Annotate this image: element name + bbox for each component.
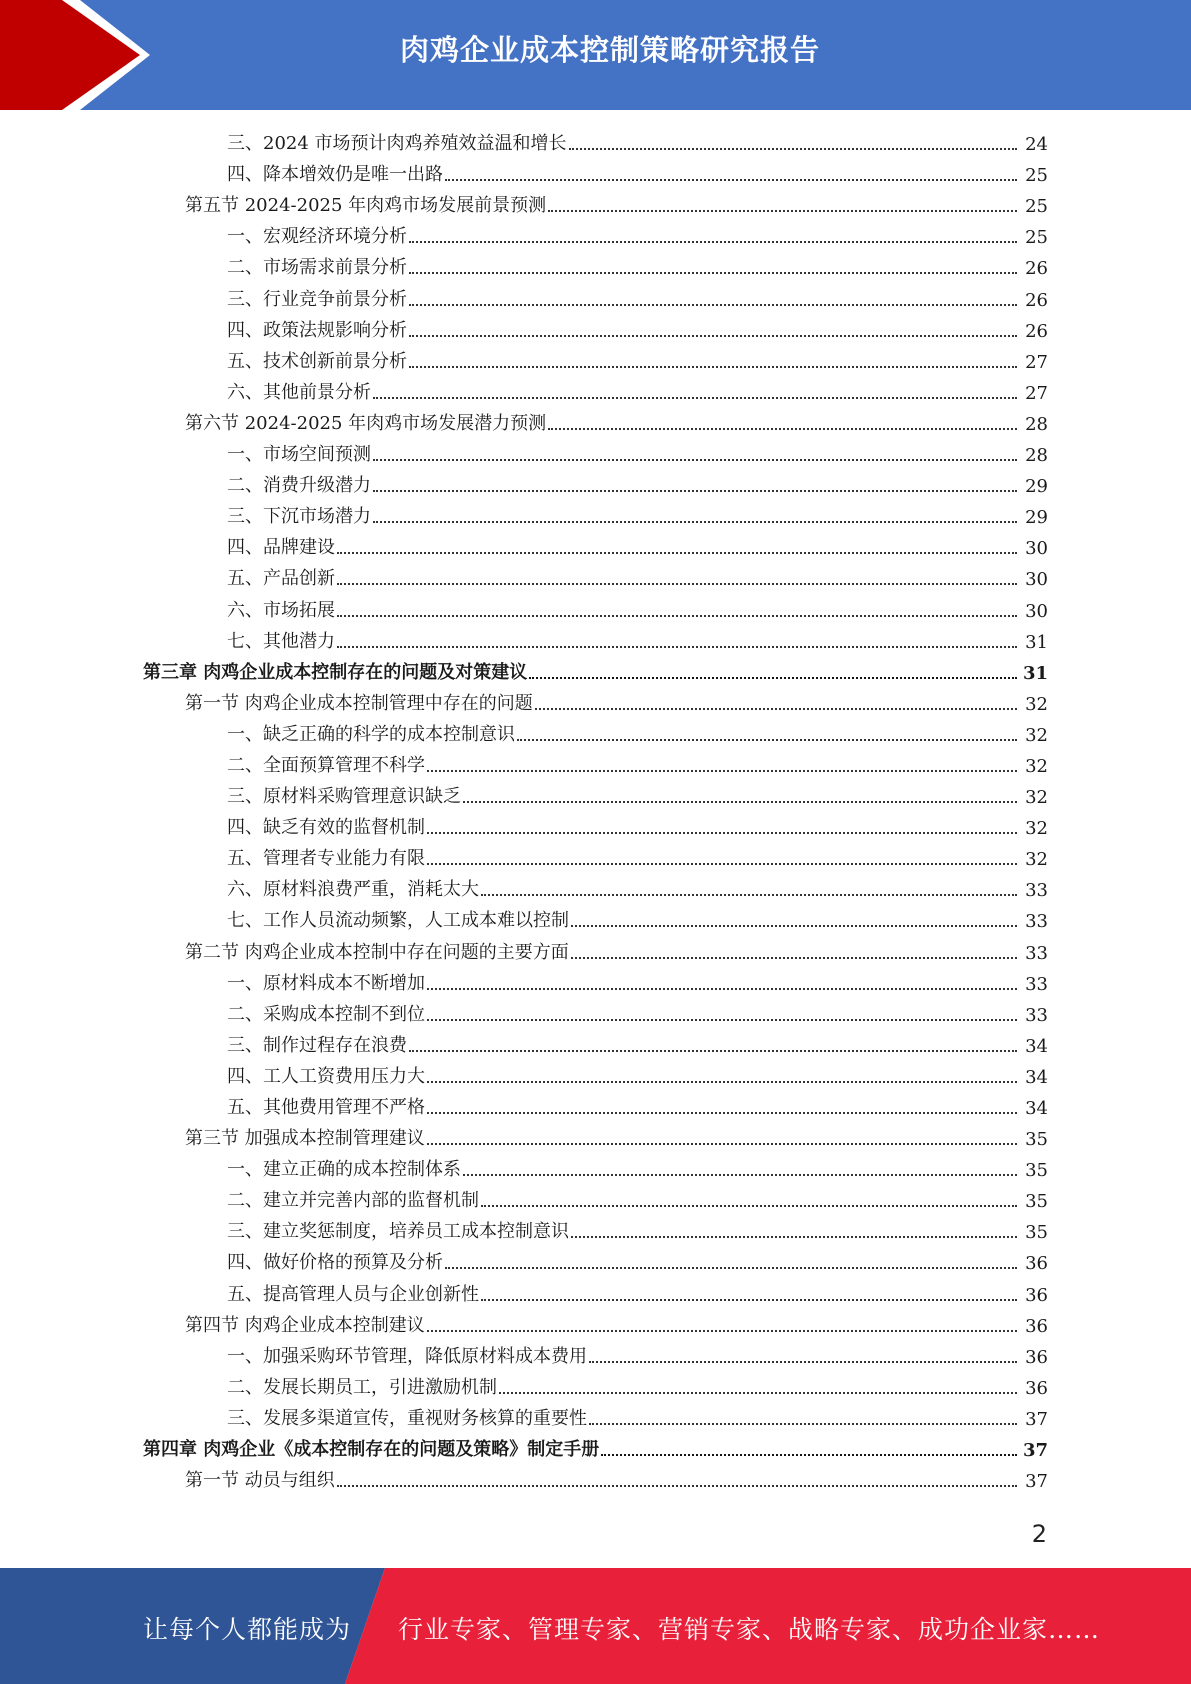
toc-entry-page: 37 bbox=[1022, 1440, 1048, 1462]
toc-entry-title: 一、宏观经济环境分析 bbox=[227, 226, 407, 248]
toc-entry-page: 27 bbox=[1025, 382, 1048, 404]
table-of-contents bbox=[0, 128, 1191, 1496]
toc-entry-item[interactable] bbox=[0, 1372, 1191, 1403]
toc-entry-page: 32 bbox=[1025, 724, 1048, 746]
toc-dot-leader bbox=[571, 925, 1017, 927]
toc-entry-title: 七、工作人员流动频繁，人工成本难以控制 bbox=[227, 910, 569, 932]
toc-entry-page: 26 bbox=[1025, 258, 1048, 280]
toc-entry-title: 三、行业竞争前景分析 bbox=[227, 288, 407, 310]
toc-entry-title: 三、原材料采购管理意识缺乏 bbox=[227, 786, 461, 808]
toc-entry-page: 32 bbox=[1025, 787, 1048, 809]
toc-entry-title: 五、产品创新 bbox=[227, 568, 335, 590]
toc-dot-leader bbox=[427, 988, 1017, 990]
toc-dot-leader bbox=[337, 615, 1017, 617]
toc-entry-title: 五、其他费用管理不严格 bbox=[227, 1097, 425, 1118]
toc-entry-page: 26 bbox=[1025, 320, 1048, 342]
toc-dot-leader bbox=[373, 490, 1017, 492]
toc-entry-title: 三、发展多渠道宣传，重视财务核算的重要性 bbox=[227, 1407, 587, 1429]
toc-entry-page: 37 bbox=[1025, 1408, 1048, 1430]
toc-entry-item[interactable] bbox=[0, 563, 1191, 594]
toc-entry-section[interactable] bbox=[0, 688, 1191, 719]
toc-dot-leader bbox=[499, 1392, 1017, 1394]
toc-entry-page: 35 bbox=[1025, 1129, 1048, 1151]
toc-entry-title: 四、缺乏有效的监督机制 bbox=[227, 817, 425, 839]
toc-entry-title: 二、采购成本控制不到位 bbox=[227, 1003, 425, 1025]
toc-entry-page: 36 bbox=[1025, 1377, 1048, 1399]
toc-entry-page: 28 bbox=[1025, 445, 1048, 467]
toc-entry-section[interactable] bbox=[0, 1123, 1191, 1154]
toc-entry-page: 34 bbox=[1025, 1066, 1048, 1088]
toc-entry-title: 七、其他潜力 bbox=[227, 630, 335, 652]
toc-dot-leader bbox=[529, 677, 1017, 679]
toc-entry-page: 31 bbox=[1022, 662, 1048, 684]
toc-entry-page: 32 bbox=[1025, 818, 1048, 840]
toc-entry-item[interactable] bbox=[0, 1030, 1191, 1061]
toc-dot-leader bbox=[601, 1454, 1017, 1456]
toc-entry-item[interactable] bbox=[0, 968, 1191, 999]
toc-dot-leader bbox=[445, 179, 1017, 181]
toc-entry-title: 第五节 2024-2025 年肉鸡市场发展前景预测 bbox=[185, 195, 547, 217]
toc-entry-page: 37 bbox=[1025, 1471, 1048, 1493]
toc-dot-leader bbox=[409, 241, 1017, 243]
toc-entry-page: 27 bbox=[1025, 351, 1048, 373]
toc-dot-leader bbox=[517, 739, 1017, 741]
toc-entry-item[interactable] bbox=[0, 346, 1191, 377]
toc-entry-item[interactable] bbox=[0, 252, 1191, 283]
toc-entry-item[interactable] bbox=[0, 1154, 1191, 1185]
toc-entry-item[interactable] bbox=[0, 128, 1191, 159]
toc-entry-page: 29 bbox=[1025, 507, 1048, 529]
toc-entry-item[interactable] bbox=[0, 283, 1191, 314]
toc-entry-item[interactable] bbox=[0, 750, 1191, 781]
toc-entry-title: 第一节 肉鸡企业成本控制管理中存在的问题 bbox=[185, 692, 533, 714]
toc-entry-item[interactable] bbox=[0, 1216, 1191, 1247]
toc-entry-page: 25 bbox=[1025, 196, 1048, 218]
toc-dot-leader bbox=[409, 1050, 1017, 1052]
toc-dot-leader bbox=[571, 1236, 1017, 1238]
toc-dot-leader bbox=[427, 1081, 1017, 1083]
toc-entry-page: 33 bbox=[1025, 942, 1048, 964]
toc-entry-title: 一、加强采购环节管理，降低原材料成本费用 bbox=[227, 1345, 587, 1367]
toc-entry-title: 六、其他前景分析 bbox=[227, 381, 371, 403]
toc-entry-page: 34 bbox=[1025, 1098, 1048, 1119]
toc-entry-page: 25 bbox=[1025, 165, 1048, 187]
toc-dot-leader bbox=[427, 1143, 1017, 1145]
toc-entry-title: 四、降本增效仍是唯一出路 bbox=[227, 164, 443, 186]
toc-entry-section[interactable] bbox=[0, 408, 1191, 439]
toc-entry-item[interactable] bbox=[0, 719, 1191, 750]
toc-dot-leader bbox=[337, 583, 1017, 585]
toc-dot-leader bbox=[589, 1423, 1017, 1425]
toc-entry-title: 第四章 肉鸡企业《成本控制存在的问题及策略》制定手册 bbox=[143, 1439, 600, 1461]
toc-entry-item[interactable] bbox=[0, 1185, 1191, 1216]
toc-dot-leader bbox=[445, 1267, 1017, 1269]
toc-entry-title: 四、工人工资费用压力大 bbox=[227, 1065, 425, 1087]
toc-entry-title: 五、技术创新前景分析 bbox=[227, 350, 407, 372]
toc-entry-page: 24 bbox=[1025, 134, 1048, 156]
toc-dot-leader bbox=[589, 1361, 1017, 1363]
toc-entry-title: 第一节 动员与组织 bbox=[185, 1470, 335, 1492]
page-number: 2 bbox=[1031, 1520, 1047, 1548]
toc-dot-leader bbox=[463, 1174, 1017, 1176]
page-header bbox=[0, 0, 1191, 110]
toc-entry-page: 35 bbox=[1025, 1160, 1048, 1182]
toc-dot-leader bbox=[373, 521, 1017, 523]
toc-entry-title: 五、提高管理人员与企业创新性 bbox=[227, 1283, 479, 1305]
toc-entry-item[interactable] bbox=[0, 470, 1191, 501]
toc-entry-page: 30 bbox=[1025, 538, 1048, 560]
toc-entry-page: 31 bbox=[1025, 631, 1048, 653]
toc-entry-title: 第三章 肉鸡企业成本控制存在的问题及对策建议 bbox=[143, 661, 528, 683]
toc-entry-section[interactable] bbox=[0, 190, 1191, 221]
page-footer bbox=[0, 1568, 1191, 1684]
toc-entry-title: 二、消费升级潜力 bbox=[227, 475, 371, 497]
toc-entry-title: 四、做好价格的预算及分析 bbox=[227, 1252, 443, 1274]
toc-entry-page: 36 bbox=[1025, 1253, 1048, 1275]
toc-dot-leader bbox=[337, 1485, 1017, 1487]
toc-entry-title: 三、下沉市场潜力 bbox=[227, 506, 371, 528]
toc-dot-leader bbox=[535, 708, 1017, 710]
toc-entry-title: 一、原材料成本不断增加 bbox=[227, 972, 425, 994]
toc-entry-title: 三、2024 市场预计肉鸡养殖效益温和增长 bbox=[227, 133, 567, 155]
toc-entry-page: 36 bbox=[1025, 1284, 1048, 1306]
toc-entry-item[interactable] bbox=[0, 159, 1191, 190]
toc-entry-chapter[interactable] bbox=[0, 657, 1191, 688]
toc-entry-title: 一、市场空间预测 bbox=[227, 444, 371, 466]
toc-dot-leader bbox=[571, 957, 1017, 959]
toc-dot-leader bbox=[427, 832, 1017, 834]
toc-dot-leader bbox=[409, 304, 1017, 306]
toc-entry-section[interactable] bbox=[0, 1465, 1191, 1496]
toc-dot-leader bbox=[409, 335, 1017, 337]
toc-entry-item[interactable] bbox=[0, 905, 1191, 936]
toc-dot-leader bbox=[427, 1019, 1017, 1021]
toc-entry-item[interactable] bbox=[0, 594, 1191, 625]
toc-entry-title: 二、全面预算管理不科学 bbox=[227, 754, 425, 776]
toc-entry-page: 32 bbox=[1025, 849, 1048, 871]
toc-entry-page: 33 bbox=[1025, 911, 1048, 933]
toc-entry-item[interactable] bbox=[0, 377, 1191, 408]
report-title: 肉鸡企业成本控制策略研究报告 bbox=[399, 33, 820, 67]
toc-entry-item[interactable] bbox=[0, 439, 1191, 470]
toc-entry-item[interactable] bbox=[0, 1278, 1191, 1309]
footer-slogan-left: 让每个人都能成为 bbox=[143, 1615, 352, 1644]
toc-entry-page: 25 bbox=[1025, 227, 1048, 249]
toc-entry-item[interactable] bbox=[0, 626, 1191, 657]
toc-dot-leader bbox=[427, 770, 1017, 772]
toc-dot-leader bbox=[373, 459, 1017, 461]
toc-dot-leader bbox=[409, 272, 1017, 274]
toc-entry-chapter[interactable] bbox=[0, 1434, 1191, 1465]
toc-entry-item[interactable] bbox=[0, 501, 1191, 532]
toc-entry-item[interactable] bbox=[0, 781, 1191, 812]
toc-entry-item[interactable] bbox=[0, 874, 1191, 905]
toc-dot-leader bbox=[337, 646, 1017, 648]
toc-entry-page: 30 bbox=[1025, 600, 1048, 622]
toc-dot-leader bbox=[409, 366, 1017, 368]
toc-entry-item[interactable] bbox=[0, 812, 1191, 843]
toc-dot-leader bbox=[481, 894, 1017, 896]
header-red-arrow bbox=[0, 0, 150, 110]
toc-dot-leader bbox=[569, 148, 1017, 150]
toc-entry-item[interactable] bbox=[0, 1341, 1191, 1372]
toc-entry-title: 四、品牌建设 bbox=[227, 537, 335, 559]
toc-dot-leader bbox=[337, 552, 1017, 554]
toc-entry-title: 三、制作过程存在浪费 bbox=[227, 1034, 407, 1056]
toc-entry-title: 五、管理者专业能力有限 bbox=[227, 848, 425, 870]
toc-entry-title: 二、市场需求前景分析 bbox=[227, 257, 407, 279]
toc-entry-title: 第二节 肉鸡企业成本控制中存在问题的主要方面 bbox=[185, 941, 569, 963]
toc-entry-section[interactable] bbox=[0, 936, 1191, 967]
toc-entry-page: 33 bbox=[1025, 1004, 1048, 1026]
toc-entry-item[interactable] bbox=[0, 1403, 1191, 1434]
toc-dot-leader bbox=[427, 1112, 1017, 1114]
footer-slogan-right: 行业专家、管理专家、营销专家、战略专家、成功企业家…… bbox=[398, 1615, 1101, 1644]
toc-entry-page: 32 bbox=[1025, 755, 1048, 777]
toc-entry-title: 二、发展长期员工，引进激励机制 bbox=[227, 1376, 497, 1398]
toc-dot-leader bbox=[427, 1330, 1017, 1332]
toc-entry-title: 四、政策法规影响分析 bbox=[227, 319, 407, 341]
toc-entry-title: 一、缺乏正确的科学的成本控制意识 bbox=[227, 723, 515, 745]
toc-dot-leader bbox=[481, 1205, 1017, 1207]
toc-entry-page: 30 bbox=[1025, 569, 1048, 591]
toc-entry-page: 36 bbox=[1025, 1346, 1048, 1368]
toc-dot-leader bbox=[548, 428, 1017, 430]
toc-entry-item[interactable] bbox=[0, 315, 1191, 346]
toc-entry-title: 三、建立奖惩制度，培养员工成本控制意识 bbox=[227, 1221, 569, 1243]
toc-dot-leader bbox=[481, 1299, 1017, 1301]
toc-dot-leader bbox=[463, 801, 1017, 803]
toc-entry-item[interactable] bbox=[0, 532, 1191, 563]
toc-entry-page: 35 bbox=[1025, 1191, 1048, 1213]
toc-entry-title: 第四节 肉鸡企业成本控制建议 bbox=[185, 1314, 425, 1336]
toc-entry-page: 35 bbox=[1025, 1222, 1048, 1244]
toc-entry-page: 28 bbox=[1025, 413, 1048, 435]
toc-entry-title: 第六节 2024-2025 年肉鸡市场发展潜力预测 bbox=[185, 412, 547, 434]
toc-dot-leader bbox=[373, 397, 1017, 399]
toc-entry-item[interactable] bbox=[0, 1092, 1191, 1123]
toc-entry-title: 六、原材料浪费严重，消耗太大 bbox=[227, 879, 479, 901]
toc-entry-title: 二、建立并完善内部的监督机制 bbox=[227, 1190, 479, 1212]
toc-entry-section[interactable] bbox=[0, 1310, 1191, 1341]
toc-entry-item[interactable] bbox=[0, 999, 1191, 1030]
toc-dot-leader bbox=[548, 210, 1017, 212]
toc-entry-page: 33 bbox=[1025, 973, 1048, 995]
toc-entry-item[interactable] bbox=[0, 1061, 1191, 1092]
toc-entry-page: 33 bbox=[1025, 880, 1048, 902]
toc-entry-item[interactable] bbox=[0, 1247, 1191, 1278]
toc-entry-page: 32 bbox=[1025, 693, 1048, 715]
toc-entry-title: 六、市场拓展 bbox=[227, 599, 335, 621]
toc-entry-item[interactable] bbox=[0, 843, 1191, 874]
toc-dot-leader bbox=[427, 863, 1017, 865]
toc-entry-page: 26 bbox=[1025, 289, 1048, 311]
toc-entry-title: 第三节 加强成本控制管理建议 bbox=[185, 1128, 425, 1150]
toc-entry-page: 34 bbox=[1025, 1035, 1048, 1057]
toc-entry-item[interactable] bbox=[0, 221, 1191, 252]
toc-entry-title: 一、建立正确的成本控制体系 bbox=[227, 1159, 461, 1181]
toc-entry-page: 29 bbox=[1025, 476, 1048, 498]
toc-entry-page: 36 bbox=[1025, 1315, 1048, 1337]
